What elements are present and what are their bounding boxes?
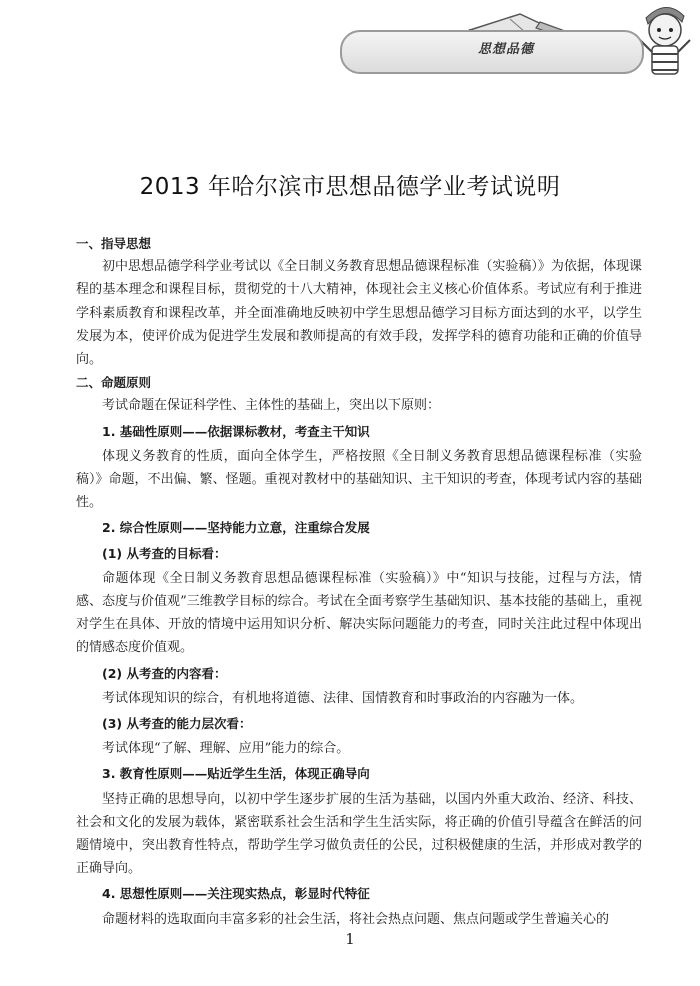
section-heading: 一、指导思想 bbox=[76, 236, 152, 251]
subpoint-heading: (1) 从考查的目标看： bbox=[102, 545, 227, 561]
paragraph: 考试命题在保证科学性、主体性的基础上，突出以下原则： bbox=[102, 398, 441, 414]
paragraph: 命题体现《全日制义务教育思想品德课程标准（实验稿）》中“知识与技能，过程与方法，情感、态度与价值观”三维教学目标的综合。考试在全面考察学生基础知识、基本技能的基础上，重视对学生在具体、开放的情境中运用知识分析、解决实际问题能力的考查，同时关注此过程中体现出的情感态度价值观。 bbox=[76, 570, 642, 656]
principle-heading: 4. 思想性原则——关注现实热点，彰显时代特征 bbox=[102, 886, 370, 902]
page-title: 2013 年哈尔滨市思想品德学业考试说明 bbox=[139, 174, 561, 200]
paragraph: 考试体现知识的综合，有机地将道德、法律、国情教育和时事政治的内容融为一体。 bbox=[102, 690, 584, 706]
subpoint-heading: (2) 从考查的内容看： bbox=[102, 665, 227, 681]
paragraph: 体现义务教育的性质，面向全体学生，严格按照《全日制义务教育思想品德课程标准（实验稿）》命题，不出偏、繁、怪题。重视对教材中的基础知识、主干知识的考查，体现考试内容的基础性。 bbox=[76, 448, 642, 511]
document-body bbox=[76, 232, 642, 931]
paragraph: 初中思想品德学科学业考试以《全日制义务教育思想品德课程标准（实验稿）》为依据，体现课程的基本理念和课程目标，贯彻党的十八大精神，体现社会主义核心价值体系。考试应有利于推进学科素质教育和课程改革，并全面准确地反映初中学生思想品德学习目标方面达到的水平，以学生发展为本，使评价成为促进学生发展和教师提高的有效手段，发挥学科的德育功能和正确的价值导向。 bbox=[76, 259, 642, 368]
page-number: 1 bbox=[345, 930, 355, 948]
section-heading: 二、命题原则 bbox=[76, 375, 152, 391]
principle-heading: 1. 基础性原则——依据课标教材，考查主干知识 bbox=[102, 423, 370, 439]
principle-heading: 2. 综合性原则——坚持能力立意，注重综合发展 bbox=[102, 520, 370, 536]
paragraph: 命题材料的选取面向丰富多彩的社会生活，将社会热点问题、焦点问题或学生普遍关心的 bbox=[102, 911, 610, 927]
paragraph: 考试体现“了解、理解、应用”能力的综合。 bbox=[102, 741, 350, 757]
subpoint-heading: (3) 从考查的能力层次看： bbox=[102, 716, 252, 732]
principle-heading: 3. 教育性原则——贴近学生生活，体现正确导向 bbox=[102, 766, 370, 782]
section-tag: 思想品德 bbox=[478, 42, 535, 57]
paragraph: 坚持正确的思想导向，以初中学生逐步扩展的生活为基础，以国内外重大政治、经济、科技、社会和文化的发展为载体，紧密联系社会生活和学生生活实际，将正确的价值引导蕴含在鲜活的问题情境中，突出教育性特点，帮助学生学习做负责任的公民，过积极健康的生活，并形成对教学的正确导向。 bbox=[76, 791, 642, 877]
